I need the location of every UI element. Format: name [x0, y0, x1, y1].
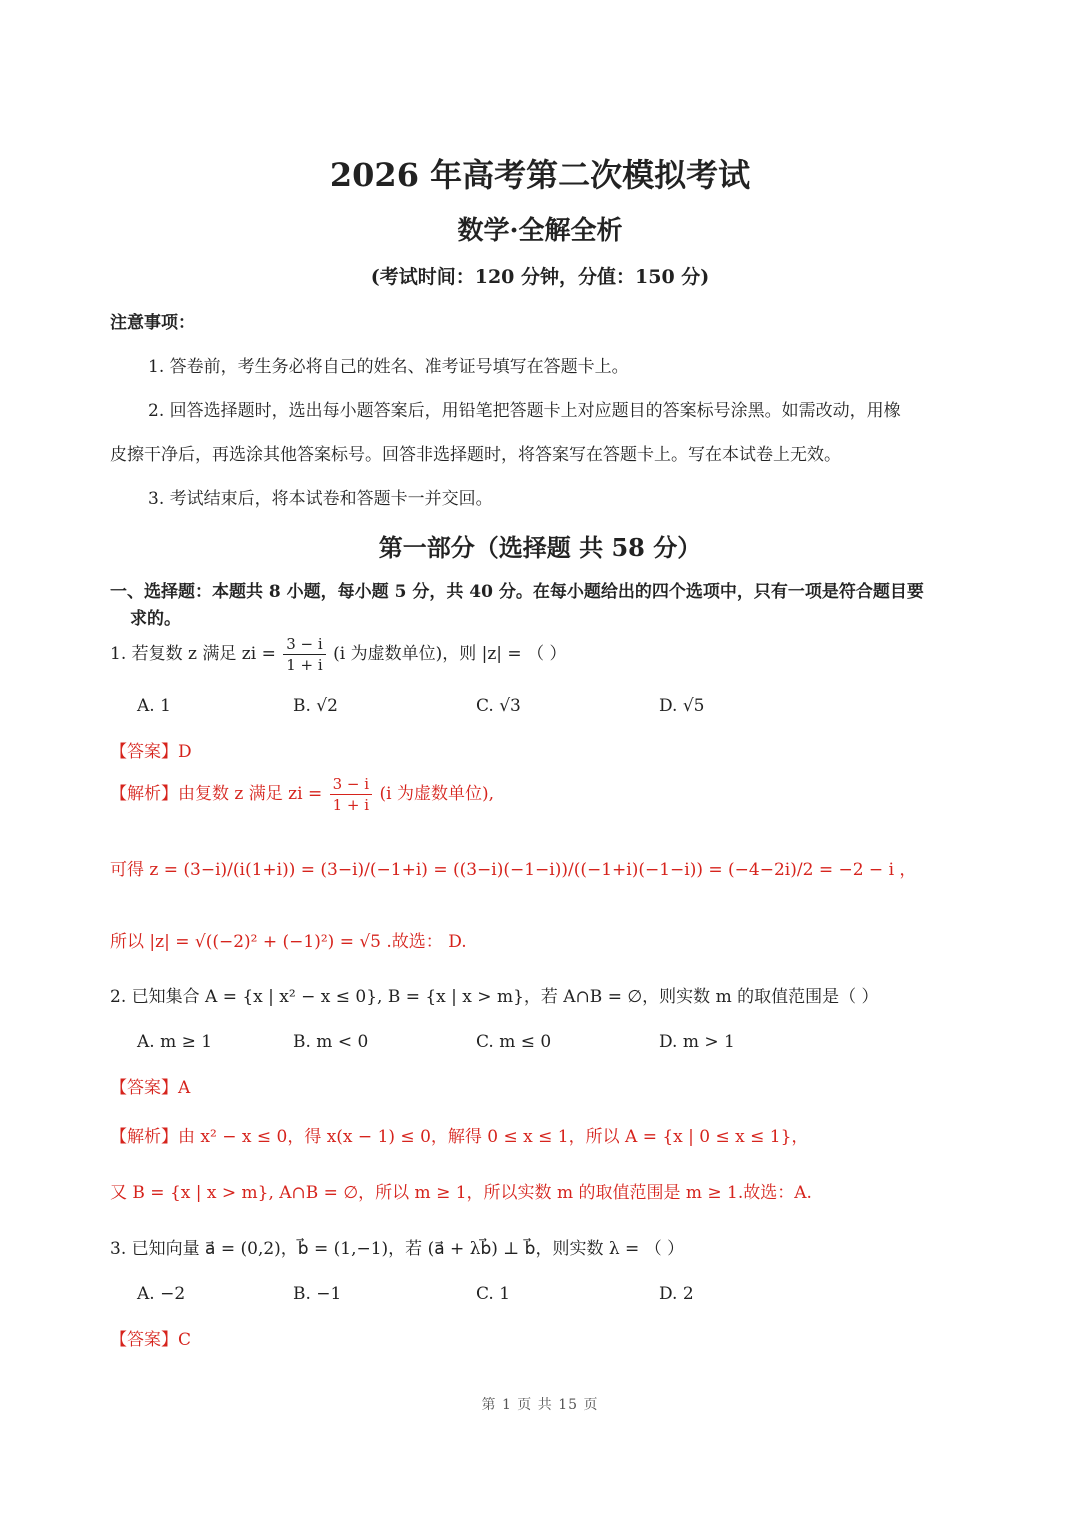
page-title: 2026 年高考第二次模拟考试 [329, 156, 751, 194]
q3-option-c: C. 1 [476, 1284, 511, 1304]
q3-answer: 【答案】C [110, 1330, 192, 1350]
section-heading: 一、选择题：本题共 8 小题，每小题 5 分，共 40 分。在每小题给出的四个选项中，只有一项是符合题目要 [110, 582, 924, 602]
exam-meta: (考试时间：120 分钟，分值：150 分) [370, 266, 710, 288]
q2-analysis: 【解析】由 x² − x ≤ 0，得 x(x − 1) ≤ 0，解得 0 ≤ x ≤ 1，所以 A = {x | 0 ≤ x ≤ 1}， [110, 1127, 809, 1147]
q1-frac-num: 3 − i [283, 634, 325, 655]
q1-option-a: A. 1 [137, 696, 171, 716]
q1-fraction [283, 634, 325, 675]
q1-analysis [110, 774, 494, 815]
q1-step-2: 可得 z = (3−i)/(i(1+i)) = (3−i)/(−1+i) = ((3−i)(−1−i))/((−1+i)(−1−i)) = (−4−2i)/2 = −2 − i ， [110, 860, 917, 880]
page-subtitle: 数学·全解全析 [457, 216, 623, 246]
q1-answer: 【答案】D [110, 742, 192, 762]
part-heading: 第一部分（选择题 共 58 分） [378, 533, 702, 562]
q1-analysis-frac-den: 1 + i [332, 796, 370, 814]
q2-step-2: 又 B = {x | x > m}, A∩B = ∅，所以 m ≥ 1，所以实数 m 的取值范围是 m ≥ 1.故选：A. [110, 1183, 812, 1203]
q1-option-b: B. √2 [293, 696, 338, 716]
question-2-stem: 2. 已知集合 A = {x | x² − x ≤ 0}, B = {x | x > m}，若 A∩B = ∅，则实数 m 的取值范围是（ ） [110, 987, 879, 1007]
q2-option-d: D. m > 1 [659, 1032, 735, 1052]
q1-analysis-a: 【解析】由复数 z 满足 zi = [110, 784, 323, 804]
q2-option-b: B. m < 0 [293, 1032, 369, 1052]
q3-option-b: B. −1 [293, 1284, 342, 1304]
q1-stem-a: 1. 若复数 z 满足 zi = [110, 644, 276, 664]
notice-heading: 注意事项： [110, 313, 195, 333]
q1-analysis-frac-num: 3 − i [330, 774, 372, 795]
q2-option-a: A. m ≥ 1 [137, 1032, 213, 1052]
q1-option-c: C. √3 [476, 696, 521, 716]
q1-analysis-b: (i 为虚数单位), [379, 784, 494, 804]
section-heading-cont: 求的。 [130, 609, 181, 629]
page-footer: 第 1 页 共 15 页 [481, 1397, 599, 1413]
question-1-stem [110, 634, 567, 675]
q2-option-c: C. m ≤ 0 [476, 1032, 552, 1052]
q1-analysis-fraction [330, 774, 372, 815]
notice-item: 3. 考试结束后，将本试卷和答题卡一并交回。 [148, 489, 493, 509]
q1-option-d: D. √5 [659, 696, 705, 716]
q2-answer: 【答案】A [110, 1078, 191, 1098]
notice-item: 1. 答卷前，考生务必将自己的姓名、准考证号填写在答题卡上。 [148, 357, 629, 377]
q1-frac-den: 1 + i [286, 656, 323, 674]
q3-option-d: D. 2 [659, 1284, 694, 1304]
q1-stem-b: (i 为虚数单位)，则 |z| = （ ） [333, 644, 567, 664]
notice-item: 皮擦干净后，再选涂其他答案标号。回答非选择题时，将答案写在答题卡上。写在本试卷上无效。 [110, 445, 841, 465]
notice-item: 2. 回答选择题时，选出每小题答案后，用铅笔把答题卡上对应题目的答案标号涂黑。如需改动，用橡 [148, 401, 901, 421]
q3-option-a: A. −2 [137, 1284, 186, 1304]
question-3-stem: 3. 已知向量 a⃗ = (0,2)，b⃗ = (1,−1)，若 (a⃗ + λb⃗) ⊥ b⃗，则实数 λ = （ ） [110, 1239, 685, 1259]
q1-step-3: 所以 |z| = √((−2)² + (−1)²) = √5 .故选： D. [110, 932, 467, 952]
